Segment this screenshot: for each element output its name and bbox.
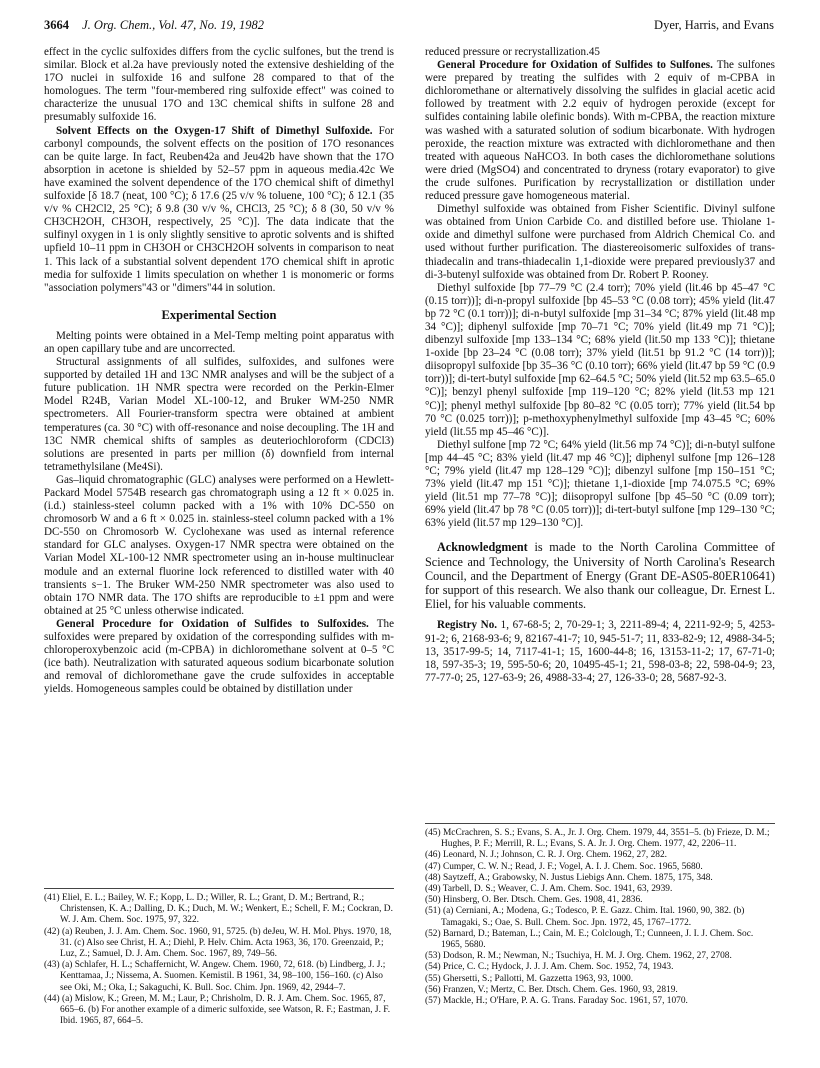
heading-solvent-effects: Solvent Effects on the Oxygen-17 Shift of Dimethyl Sulfoxide. [56,124,373,137]
paragraph-registry [425,619,775,684]
page-number: 3664 [44,18,69,32]
footnote-57: (57) Mackle, H.; O'Hare, P. A. G. Trans. Faraday Soc. 1961, 57, 1070. [425,996,688,1007]
journal-citation: J. Org. Chem., Vol. 47, No. 19, 1982 [82,18,264,32]
paragraph-structural-assignments: Structural assignments of all sulfides, sulfoxides, and sulfones were supported by detailed 1H and 13C NMR analyses and will be the subject of a future publication. 1H NMR spectra were recorded on the Perkin-Elmer Model R24B, Varian Model XL-100-12, and Bruker WM-250 NMR spectrometers. All Fourier-transform spectra were obtained at ambient temperatures (ca. 30 °C) with off-resonance and noise decoupling. The 1H and 13C NMR chemical shifts of samples as deuteriochloroform (CDCl3) solutions are presented in parts per million (δ) downfield from internal tetramethylsilane (Me4Si). [44,356,394,473]
text-solvent-effects: For carbonyl compounds, the solvent effects on the position of 17O resonances can be quite large. In fact, Reuben42a and Jeu42b have shown that the 17O absorption in acetone is shielded by 52–57 ppm in aqueous media.42c We have examined the solvent dependence of the 17O chemical shift of dimethyl sulfoxide [δ 18.7 (neat, 100 °C); δ 17.6 (25 v/v % toluene, 100 °C); δ 12.1 (35 v/v % CH2Cl2, 25 °C); δ 9.8 (30 v/v %, CHCl3, 25 °C); δ 8 (30, 50 v/v % CH3CH2OH, CH3OH, respectively, 25 °C)]. The data indicate that the sulfinyl oxygen in 1 is only slightly sensitive to aprotic solvents and is shifted upfield 10–11 ppm in CH3OH or CH3CH2OH solvents in comparison to neat 1. This lack of a substantial solvent dependent 17O chemical shift in aprotic media for sulfoxide 1 limits speculation on whether 1 is monomeric or forms "association polymers"43 or "dimers"44 in solution. [44,124,394,294]
text-acknowledgment: is made to the North Carolina Committee of Science and Technology, the University of North Carolina's Research Council, and the Department of Energy (Grant DE-AS05-80ER10641) for support of this research. We also thank our colleague, Dr. Ernest L. Eliel, for his valuable comments. [425,540,775,612]
heading-registry: Registry No. [437,619,498,632]
running-header [44,18,774,36]
paragraph-solvent-effects [44,125,394,295]
header-authors: Dyer, Harris, and Evans [654,18,774,32]
section-title-experimental: Experimental Section [161,307,277,322]
header-left [44,18,274,33]
footnote-49: (49) Tarbell, D. S.; Weaver, C. J. Am. Chem. Soc. 1941, 63, 2939. [425,884,673,895]
paragraph-sulfone-procedure [425,59,775,203]
footnote-51: (51) (a) Cerniani, A.; Modena, G.; Todesco, P. E. Gazz. Chim. Ital. 1960, 90, 382. (b) Tamagaki, S.; Oae, S. Bull. Chem. Soc. Jpn. 1972, 45, 1767–1772. [425,906,745,928]
footnote-56: (56) Franzen, V.; Mertz, C. Ber. Dtsch. Chem. Ges. 1960, 93, 2819. [425,984,678,995]
paragraph-acknowledgment [425,540,775,611]
text-sulfone-procedure: The sulfones were prepared by treating the sulfides with 2 equiv of m-CPBA in dichloromethane or alternatively dissolving the sulfides in glacial acetic acid followed by treatment with 2.2 equiv of hydrogen peroxide (except for sulfides containing labile olefinic bonds). With m-CPBA, the reaction mixture was washed with a saturated solution of sodium bicarbonate. With hydrogen peroxide, the reaction mixture was extracted with dichloromethane and then treated with aqueous NaHCO3. In both cases the dichloromethane solutions were dried (MgSO4) and concentrated to dryness (rotary evaporator) to give the crude sulfones. Purification by recrystallization or distillation under reduced pressure gave homogeneous material. [425,59,775,203]
paragraph-continuation: reduced pressure or recrystallization.45 [425,46,600,58]
heading-acknowledgment: Acknowledgment [437,540,528,555]
footnote-45: (45) McCrachren, S. S.; Evans, S. A., Jr. J. Org. Chem. 1979, 44, 3551–5. (b) Frieze, D. M.; Hughes, P. F.; Merrill, R. L.; Evans, S. A. Jr. J. Org. Chem. 1977, 42, 2206–11. [425,828,770,850]
heading-sulfoxide-procedure: General Procedure for Oxidation of Sulfides to Sulfoxides. [56,617,369,630]
footnote-43: (43) (a) Schlafer, H. L.; Schaffernicht, W. Angew. Chem. 1960, 72, 618. (b) Lindberg, J. J.; Kenttamaa, J.; Nissema, A. Suomen. Kemistil. B 1961, 34, 98–100, 156–160. (c) Also see Oki, M.; Oka, I.; Sakaguchi, K. Bull. Soc. Chim. Jpn. 1969, 42, 2944–7. [44,960,386,993]
paragraph-materials: Dimethyl sulfoxide was obtained from Fisher Scientific. Divinyl sulfone was obtained from Union Carbide Co. and distilled before use. Thiolane 1-oxide and dimethyl sulfone were purchased from Aldrich Chemical Co. and used without further purification. The diastereoisomeric sulfoxides of trans-thiadecalin and trans-thiadecalin 1,1-dioxide were prepared previously37 and di-3-butenyl sulfoxide was obtained from Dr. Robert P. Rooney. [425,203,775,281]
footnote-50: (50) Hinsberg, O. Ber. Dtsch. Chem. Ges. 1908, 41, 2836. [425,895,643,906]
footnote-41: (41) Eliel, E. L.; Bailey, W. F.; Kopp, L. D.; Willer, R. L.; Grant, D. M.; Bertrand, R.; Christensen, K. A.; Dalling, D. K.; Duch, M. W.; Wenkert, E.; Schell, F. M.; Cockran, D. W. J. Am. Chem. Soc. 1975, 97, 322. [44,893,393,926]
footnote-42: (42) (a) Reuben, J. J. Am. Chem. Soc. 1960, 91, 5725. (b) deJeu, W. H. Mol. Phys. 1970, 18, 31. (c) Also see Christ, H. A.; Diehl, P. Helv. Chim. Acta 1963, 36, 170. Greenzaid, P.; Luz, Z.; Samuel, D. J. Am. Chem. Soc. 1967, 89, 749–56. [44,926,392,960]
footnote-55: (55) Ghersetti, S.; Pallotti, M. Gazzetta 1963, 93, 1000. [425,973,634,984]
footnotes-left [44,888,394,1027]
footnote-48: (48) Saytzeff, A.; Grabowsky, N. Justus Liebigs Ann. Chem. 1875, 175, 348. [425,872,713,883]
paragraph-ring-effect: effect in the cyclic sulfoxides differs from the cyclic sulfones, but the trend is similar. Block et al.2a have previously noted the extensive deshielding of the 17O nuclei in sulfoxide 16 and sulfone 28 compared to that of the homologues. The term "four-membered ring sulfoxide effect" was coined to characterize the unusual 17O and 13C chemical shifts in sulfone 28 and presumably sulfoxide 16. [44,46,394,124]
footnote-47: (47) Cumper, C. W. N.; Read, J. F.; Vogel, A. I. J. Chem. Soc. 1965, 5680. [425,861,703,872]
footnote-54: (54) Price, C. C.; Hydock, J. J. J. Am. Chem. Soc. 1952, 74, 1943. [425,962,674,973]
footnote-52: (52) Barnard, D.; Bateman, L.; Cain, M. E.; Colclough, T.; Cunneen, J. I. J. Chem. Soc. 1965, 5680. [425,928,754,951]
footnote-44: (44) (a) Mislow, K.; Green, M. M.; Laur, P.; Chrisholm, D. R. J. Am. Chem. Soc. 1965, 87, 665–6. (b) For another example of a dimeric sulfoxide, see Watson, R. F.; Eastman, J. F. Ibid. 1965, 87, 664–5. [44,993,391,1027]
heading-sulfone-procedure: General Procedure for Oxidation of Sulfides to Sulfones. [437,59,713,72]
paragraph-sulfone-data: Diethyl sulfone [mp 72 °C; 64% yield (lit.56 mp 74 °C)]; di-n-butyl sulfone [mp 44–45 °C; 83% yield (lit.47 mp 46 °C)]; diphenyl sulfone [mp 126–128 °C; 79% yield (lit.47 mp 128–129 °C)]; dibenzyl sulfone [mp 150–151 °C; 73% yield (lit.47 mp 151 °C)]; thietane 1,1-dioxide [mp 74.075.5 °C; 69% yield (lit.51 mp 77–78 °C)]; diisopropyl sulfone [bp 45–50 °C (0.09 torr); 69% yield (lit.47 bp 78 °C (0.05 torr))]; di-tert-butyl sulfone [mp 129–130 °C; 63% yield (lit.57 mp 129–130 °C)]. [425,438,775,530]
footnotes-right [425,823,775,1007]
paragraph-glc: Gas–liquid chromatographic (GLC) analyses were performed on a Hewlett-Packard Model 5754B research gas chromatograph using a 12 ft × 0.025 in. (i.d.) stainless-steel column packed with a 1% with 10% DC-550 on chromosorb W and a 6 ft × 0.025 in. stainless-steel column packed with a 1% DC-550 on Chromosorb W. Cyclohexane was used as internal reference standard for GLC analyses. Oxygen-17 NMR spectra were obtained on the Varian Model XL-100-12 NMR spectrometer using an in-house multinuclear module and an external fluorine lock referenced to distilled water with 40 transients s−1. The Bruker WM-250 NMR spectrometer was also used to obtain 17O NMR data. The 17O shifts are reproducible to ±1 ppm and were obtained at 25 °C unless otherwise indicated. [44,473,394,617]
text-registry: 1, 67-68-5; 2, 70-29-1; 3, 2211-89-4; 4, 2211-92-9; 5, 4253-91-2; 6, 2168-93-6; 9, 82167-41-7; 10, 945-51-7; 11, 833-82-9; 12, 4988-34-5; 13, 3517-99-5; 14, 7117-41-1; 15, 1600-44-8; 16, 13153-11-2; 17, 67-71-0; 18, 597-35-3; 19, 595-50-6; 20, 10495-45-1; 21, 598-03-8; 22, 598-04-9; 23, 77-77-0; 25, 127-63-9; 26, 4988-33-4; 27, 126-33-0; 28, 5687-92-3. [425,619,775,684]
paragraph-sulfoxide-procedure [44,618,394,697]
text-sulfoxide-procedure: The sulfoxides were prepared by oxidation of the corresponding sulfides with m-chloroperoxybenzoic acid (m-CPBA) in dichloromethane solvent at 0–5 °C (ice bath). Neutralization with saturated aqueous sodium bicarbonate solution and removal of dichloromethane gave the crude sulfoxides in acceptable yields. Homogeneous samples could be obtained by distillation under [44,617,394,696]
left-column [44,46,394,697]
footnote-46: (46) Leonard, N. J.; Johnson, C. R. J. Org. Chem. 1962, 27, 282. [425,850,668,861]
right-column [425,46,775,685]
footnote-53: (53) Dodson, R. M.; Newman, N.; Tsuchiya, H. M. J. Org. Chem. 1962, 27, 2708. [425,951,732,962]
paragraph-sulfoxide-data: Diethyl sulfoxide [bp 77–79 °C (2.4 torr); 70% yield (lit.46 bp 45–47 °C (0.15 torr))]; di-n-propyl sulfoxide [bp 45–53 °C (0.08 torr); 45% yield (lit.47 bp 72 °C (0.1 torr))]; di-n-butyl sulfoxide [mp 31–34 °C; 87% yield (lit.48 mp 34 °C)]; diphenyl sulfoxide [mp 70–71 °C; 70% yield (lit.49 mp 71 °C)]; dibenzyl sulfoxide [mp 133–134 °C; 68% yield (lit.50 mp 133 °C)]; thietane 1-oxide [bp 23–24 °C (0.08 torr); 37% yield (lit.51 bp 91.2 °C (14 torr))]; diisopropyl sulfoxide [bp 35–36 °C (0.10 torr); 66% yield (lit.47 bp 59 °C (0.9 torr))]; di-tert-butyl sulfoxide [mp 62–64.5 °C; 50% yield (lit.52 mp 63.5–65.0 °C)]; benzyl phenyl sulfoxide [mp 119–120 °C; 82% yield (lit.53 mp 121 °C)]; phenyl methyl sulfoxide [bp 80–82 °C (0.05 torr); 77% yield (lit.54 bp 70 °C (0.025 torr))]; p-methoxyphenylmethyl sulfoxide [mp 43–45 °C; 60% yield (lit.55 mp 45–46 °C)]. [425,281,775,438]
paragraph-melting-points: Melting points were obtained in a Mel-Temp melting point apparatus with an open capillary tube and are uncorrected. [44,329,394,355]
